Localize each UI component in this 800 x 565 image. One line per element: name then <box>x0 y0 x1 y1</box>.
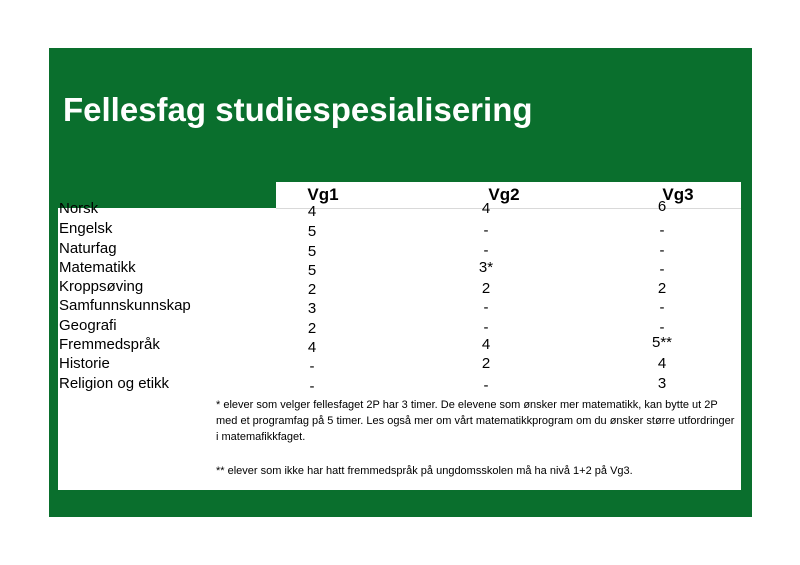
hours-vg3: 2 <box>657 280 667 297</box>
hours-vg3: 4 <box>657 355 667 372</box>
column-header-vg2: Vg2 <box>488 185 520 204</box>
hours-vg2: - <box>483 299 489 316</box>
hours-vg2: - <box>483 319 489 336</box>
hours-vg1: 2 <box>307 281 317 298</box>
subject-name: Samfunnskunnskap <box>59 297 191 314</box>
hours-vg3: - <box>659 299 665 316</box>
subject-name: Naturfag <box>59 240 117 257</box>
table-row <box>58 375 741 395</box>
hours-vg3: 3 <box>657 375 667 392</box>
hours-vg1: 3 <box>307 300 317 317</box>
table-row <box>58 317 741 337</box>
hours-vg2: 3* <box>478 259 494 276</box>
subject-name: Engelsk <box>59 220 113 237</box>
hours-vg1: - <box>309 358 315 375</box>
subject-name: Matematikk <box>59 259 136 276</box>
footnote-math: * elever som velger fellesfaget 2P har 3 timer. De elevene som ønsker mer matematikk, kan bytte ut 2P med et programfag på 5 timer. Les også mer om vårt matematikkprogram om du ønsker større utfordringer i matemafikkfaget. <box>216 399 735 443</box>
hours-vg2: 2 <box>481 355 491 372</box>
hours-vg3: - <box>659 261 665 278</box>
hours-vg1: 5 <box>307 223 317 240</box>
subject-name: Kroppsøving <box>59 278 144 295</box>
footnotes <box>216 397 736 479</box>
hours-vg1: 5 <box>307 243 317 260</box>
hours-vg2: - <box>483 242 489 259</box>
hours-vg1: 5 <box>307 262 317 279</box>
table-row <box>58 240 741 260</box>
hours-vg3: - <box>659 222 665 239</box>
hours-vg1: 4 <box>307 339 317 356</box>
hours-vg2: - <box>483 377 489 394</box>
hours-vg2: 4 <box>481 200 491 217</box>
table-row <box>58 200 741 220</box>
slide-background <box>49 48 752 517</box>
table-row <box>58 297 741 317</box>
hours-vg1: 2 <box>307 320 317 337</box>
column-header-vg3: Vg3 <box>662 185 694 204</box>
table-row <box>58 259 741 279</box>
subject-name: Norsk <box>59 200 99 217</box>
subject-name: Fremmedspråk <box>59 336 160 353</box>
subject-name: Historie <box>59 355 110 372</box>
hours-vg1: - <box>309 378 315 395</box>
table-row <box>58 278 741 298</box>
subject-name: Geografi <box>59 317 117 334</box>
hours-vg3: 6 <box>657 198 667 215</box>
hours-vg2: 4 <box>481 336 491 353</box>
footnote-language: ** elever som ikke har hatt fremmedspråk på ungdomsskolen må ha nivå 1+2 på Vg3. <box>216 465 633 477</box>
page-title: Fellesfag studiespesialisering <box>63 91 533 128</box>
table-row <box>58 220 741 240</box>
hours-vg1: 4 <box>307 203 317 220</box>
table-row <box>58 336 741 356</box>
hours-vg3: - <box>659 319 665 336</box>
hours-vg2: - <box>483 222 489 239</box>
hours-vg3: - <box>659 242 665 259</box>
column-header-vg1: Vg1 <box>307 185 339 204</box>
hours-vg2: 2 <box>481 280 491 297</box>
table-row <box>58 355 741 375</box>
subject-table <box>58 182 741 490</box>
subject-name: Religion og etikk <box>59 375 170 392</box>
hours-vg3: 5** <box>651 334 673 351</box>
